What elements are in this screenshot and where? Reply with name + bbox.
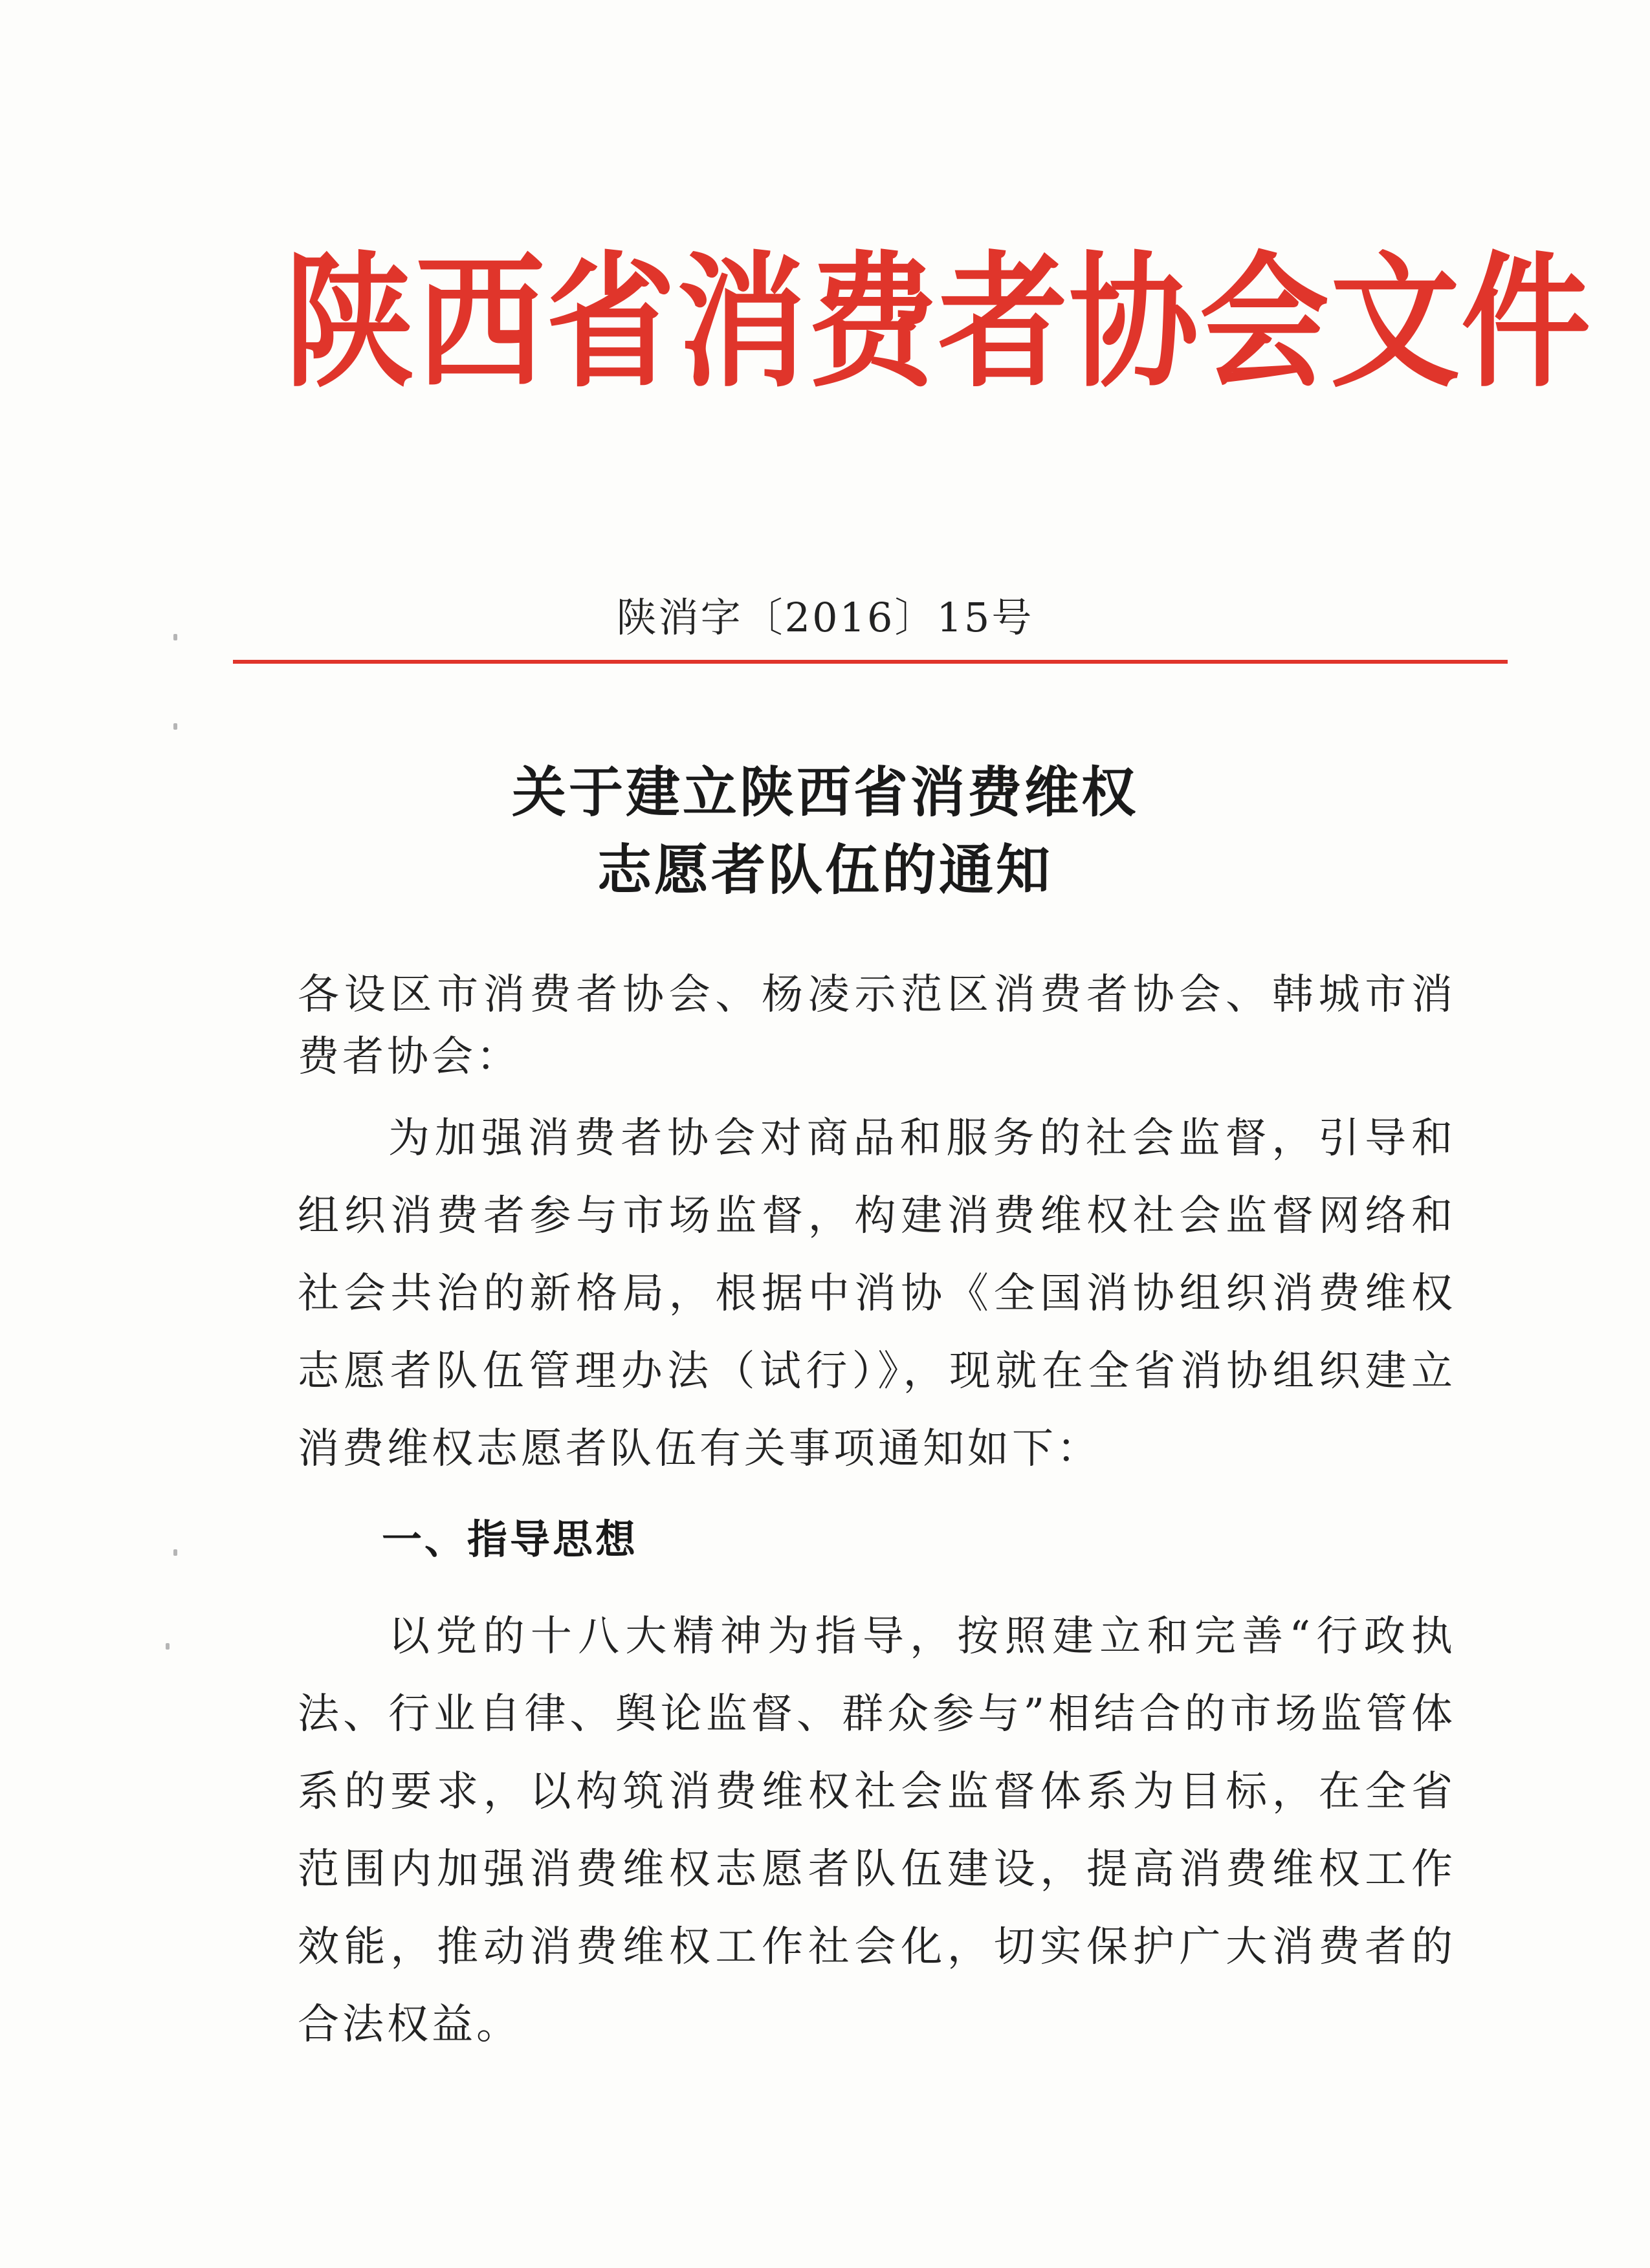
scan-artifact-dot bbox=[173, 1549, 177, 1556]
notice-title-line-1: 关于建立陕西省消费维权 bbox=[511, 761, 1138, 824]
intro-paragraph: 为加强消费者协会对商品和服务的社会监督，引导和组织消费者参与市场监督，构建消费维权社会监督网络和社会共治的新格局，根据中消协《全国消协组织消费维权志愿者队伍管理办法（试行）》，现就在全省消协组织建立消费维权志愿者队伍有关事项通知如下： bbox=[298, 1115, 1456, 1473]
document-number: 陕消字〔2016〕15号 bbox=[616, 594, 1034, 641]
section-paragraph-guiding-ideology: 以党的十八大精神为指导，按照建立和完善“行政执法、行业自律、舆论监督、群众参与”相结合的市场监管体系的要求，以构筑消费维权社会监督体系为目标，在全省范围内加强消费维权志愿者队伍建设，提高消费维权工作效能，推动消费维权工作社会化，切实保护广大消费者的合法权益。 bbox=[298, 1613, 1456, 2049]
scan-artifact-dot bbox=[173, 723, 177, 730]
section-heading-guiding-ideology: 一、指导思想 bbox=[382, 1516, 639, 1563]
scan-artifact-dot bbox=[166, 1643, 170, 1650]
red-divider-line bbox=[233, 660, 1508, 664]
document-banner-title: 陕西省消费者协会文件 bbox=[285, 237, 1592, 408]
notice-title-line-2: 志愿者队伍的通知 bbox=[597, 838, 1053, 902]
salutation: 各设区市消费者协会、杨凌示范区消费者协会、韩城市消费者协会： bbox=[298, 971, 1456, 1081]
scan-artifact-dot bbox=[173, 634, 177, 640]
